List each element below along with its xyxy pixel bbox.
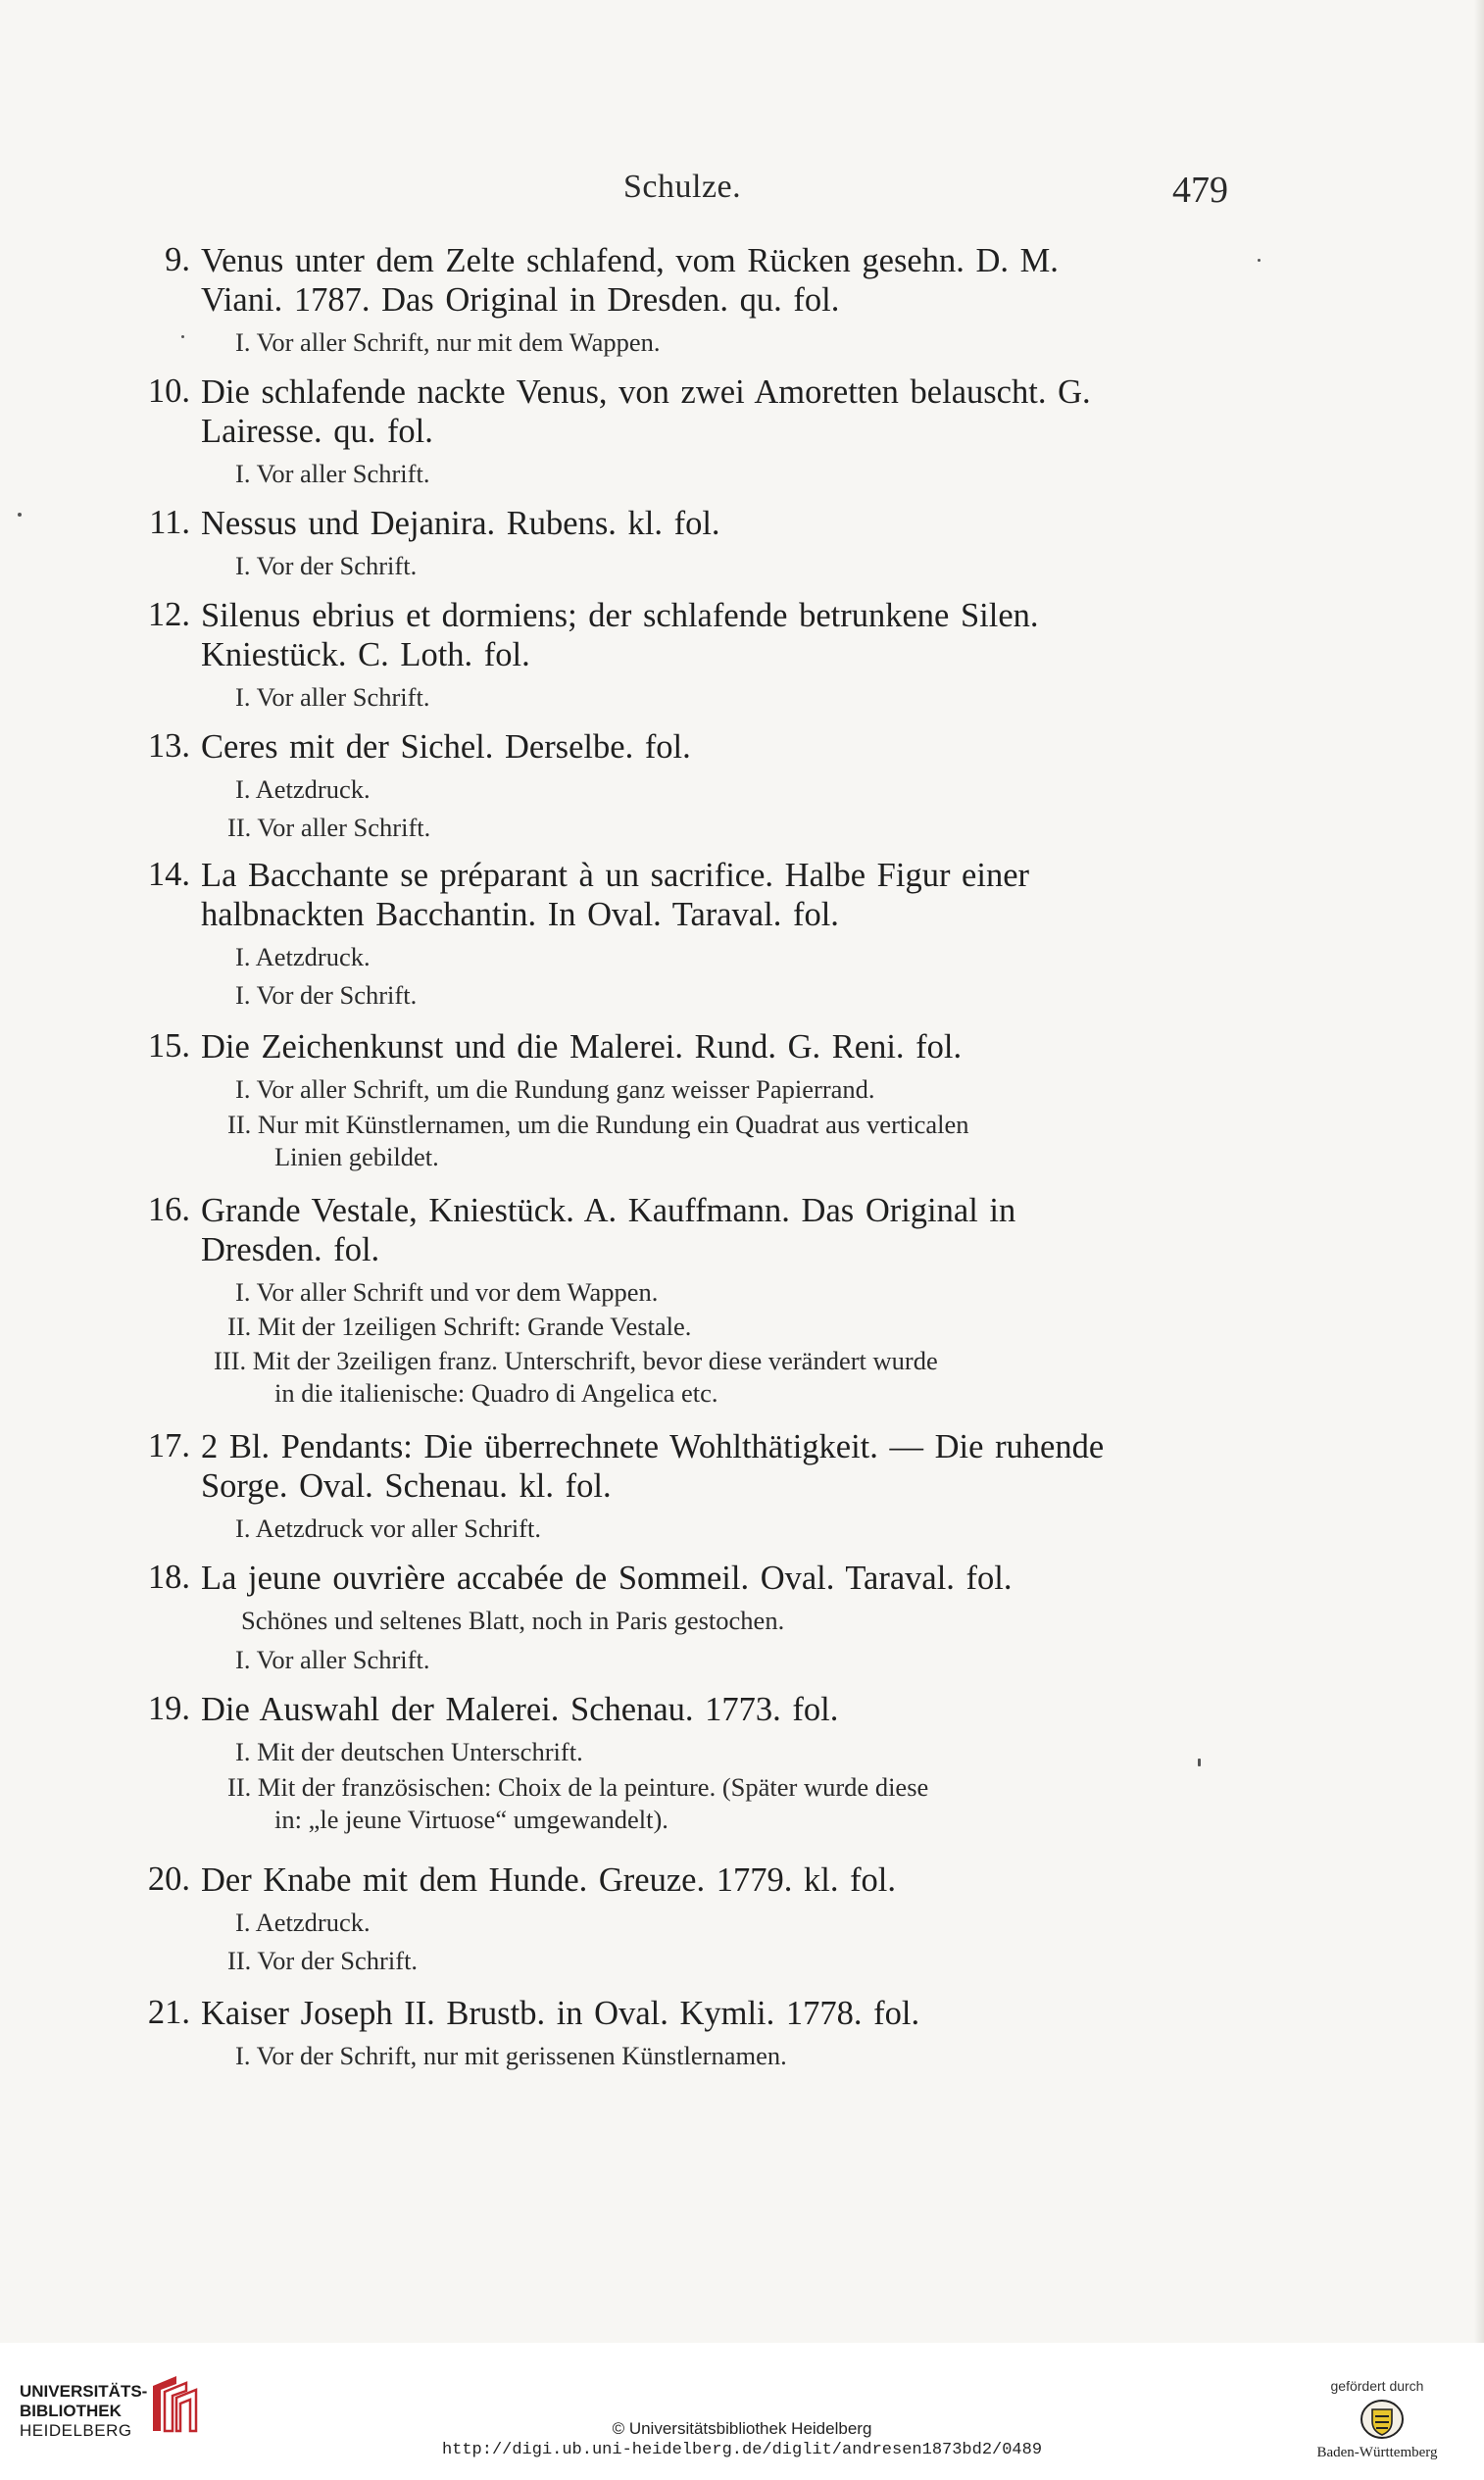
copyright-notice: © Universitätsbibliothek Heidelberg (612, 2419, 872, 2438)
entry-state: I. Vor aller Schrift. (235, 459, 430, 488)
entry-title-line: Die Auswahl der Malerei. Schenau. 1773. fol. (201, 1691, 839, 1728)
entry-state: II. Mit der französischen: Choix de la peinture. (Später wurde diese (227, 1772, 929, 1802)
entry-title-line: La Bacchante se préparant à un sacrifice. Halbe Figur einer (201, 857, 1030, 894)
library-name-line: UNIVERSITÄTS- (20, 2382, 148, 2401)
entry-state-continuation: Linien gebildet. (274, 1142, 439, 1171)
entry-title-line: Nessus und Dejanira. Rubens. kl. fol. (201, 505, 720, 542)
entry-state: II. Nur mit Künstlernamen, um die Rundung ein Quadrat aus verticalen (227, 1110, 969, 1139)
sponsor-label: gefördert durch (1330, 2378, 1424, 2394)
entry-title-line: halbnackten Bacchantin. In Oval. Taraval. fol. (201, 896, 839, 933)
entry-state: I. Vor aller Schrift, nur mit dem Wappen. (235, 327, 661, 357)
entry-state-continuation: in: „le jeune Virtuose“ umgewandelt). (274, 1805, 668, 1834)
entry-state: I. Vor der Schrift. (235, 551, 418, 580)
entry-state: I. Vor aller Schrift, um die Rundung ganz weisser Papierrand. (235, 1074, 875, 1104)
page-edge (1474, 0, 1484, 2343)
sponsor-name: Baden-Württemberg (1316, 2445, 1438, 2460)
entry-title-line: Venus unter dem Zelte schlafend, vom Rücken gesehn. D. M. (201, 242, 1059, 279)
entry-number: 21. (147, 1994, 190, 2031)
scan-speck (181, 335, 184, 338)
entry-title-line: Die schlafende nackte Venus, von zwei Amoretten belauscht. G. (201, 373, 1091, 411)
entry-title-line: Silenus ebrius et dormiens; der schlafende betrunkene Silen. (201, 597, 1039, 634)
entry-number: 11. (149, 504, 190, 541)
entry-state: II. Vor aller Schrift. (227, 813, 431, 842)
entry-number: 15. (147, 1027, 190, 1065)
entry-number: 17. (147, 1427, 190, 1464)
entry-state: III. Mit der 3zeiligen franz. Unterschrift, bevor diese verändert wurde (214, 1346, 938, 1375)
entry-title-line: Ceres mit der Sichel. Derselbe. fol. (201, 728, 691, 766)
entry-state: I. Vor der Schrift, nur mit gerissenen Künstlernamen. (235, 2041, 787, 2070)
entry-number: 18. (147, 1559, 190, 1596)
entry-state: I. Aetzdruck. (235, 774, 371, 804)
entry-number: 20. (147, 1860, 190, 1898)
scan-speck (1198, 1759, 1201, 1766)
entry-state: I. Aetzdruck. (235, 1908, 371, 1937)
running-head (0, 169, 1484, 218)
entry-title-line: La jeune ouvrière accabée de Sommeil. Oval. Taraval. fol. (201, 1560, 1013, 1597)
entry-title-line: Viani. 1787. Das Original in Dresden. qu. fol. (201, 281, 840, 319)
entry-number: 14. (147, 856, 190, 893)
entry-number: 19. (147, 1690, 190, 1727)
entry-state: II. Mit der 1zeiligen Schrift: Grande Vestale. (227, 1312, 692, 1341)
entry-state: II. Vor der Schrift. (227, 1946, 419, 1975)
state-coat-of-arms-icon (1359, 2398, 1406, 2441)
library-name-line: HEIDELBERG (20, 2421, 132, 2440)
scan-speck (1258, 259, 1261, 262)
entry-title-line: Sorge. Oval. Schenau. kl. fol. (201, 1467, 612, 1505)
entry-title-line: Grande Vestale, Kniestück. A. Kauffmann. Das Original in (201, 1192, 1016, 1229)
entry-title-line: Die Zeichenkunst und die Malerei. Rund. G. Reni. fol. (201, 1028, 963, 1066)
entry-title-line: Dresden. fol. (201, 1231, 380, 1268)
entry-title-line: Der Knabe mit dem Hunde. Greuze. 1779. kl. fol. (201, 1861, 897, 1899)
page-header-title: Schulze. (623, 169, 742, 205)
entry-state: I. Vor aller Schrift. (235, 682, 430, 712)
entry-title-line: 2 Bl. Pendants: Die überrechnete Wohlthätigkeit. — Die ruhende (201, 1428, 1105, 1465)
entry-title-line: Kaiser Joseph II. Brustb. in Oval. Kymli. 1778. fol. (201, 1995, 920, 2032)
entry-state: I. Aetzdruck. (235, 942, 371, 971)
entry-title-line: Lairesse. qu. fol. (201, 413, 433, 450)
entry-number: 16. (147, 1191, 190, 1228)
entry-number: 9. (165, 241, 190, 278)
entry-state-continuation: in die italienische: Quadro di Angelica etc. (274, 1378, 718, 1408)
entry-number: 12. (147, 596, 190, 633)
entry-number: 13. (147, 727, 190, 765)
scan-speck (18, 513, 22, 517)
permalink-url[interactable]: http://digi.ub.uni-heidelberg.de/diglit/andresen1873bd2/0489 (441, 2441, 1043, 2459)
library-name-line: BIBLIOTHEK (20, 2402, 122, 2420)
entry-note: Schönes und seltenes Blatt, noch in Paris gestochen. (241, 1606, 785, 1635)
entry-number: 10. (147, 372, 190, 410)
entry-state: I. Aetzdruck vor aller Schrift. (235, 1513, 541, 1543)
page-number: 479 (1172, 170, 1228, 211)
entry-state: I. Vor aller Schrift. (235, 1645, 430, 1674)
entry-state: I. Mit der deutschen Unterschrift. (235, 1737, 583, 1766)
digitization-footer (0, 2343, 1484, 2480)
entry-state: I. Vor der Schrift. (235, 980, 418, 1010)
entry-state: I. Vor aller Schrift und vor dem Wappen. (235, 1277, 659, 1307)
entry-title-line: Kniestück. C. Loth. fol. (201, 636, 530, 673)
